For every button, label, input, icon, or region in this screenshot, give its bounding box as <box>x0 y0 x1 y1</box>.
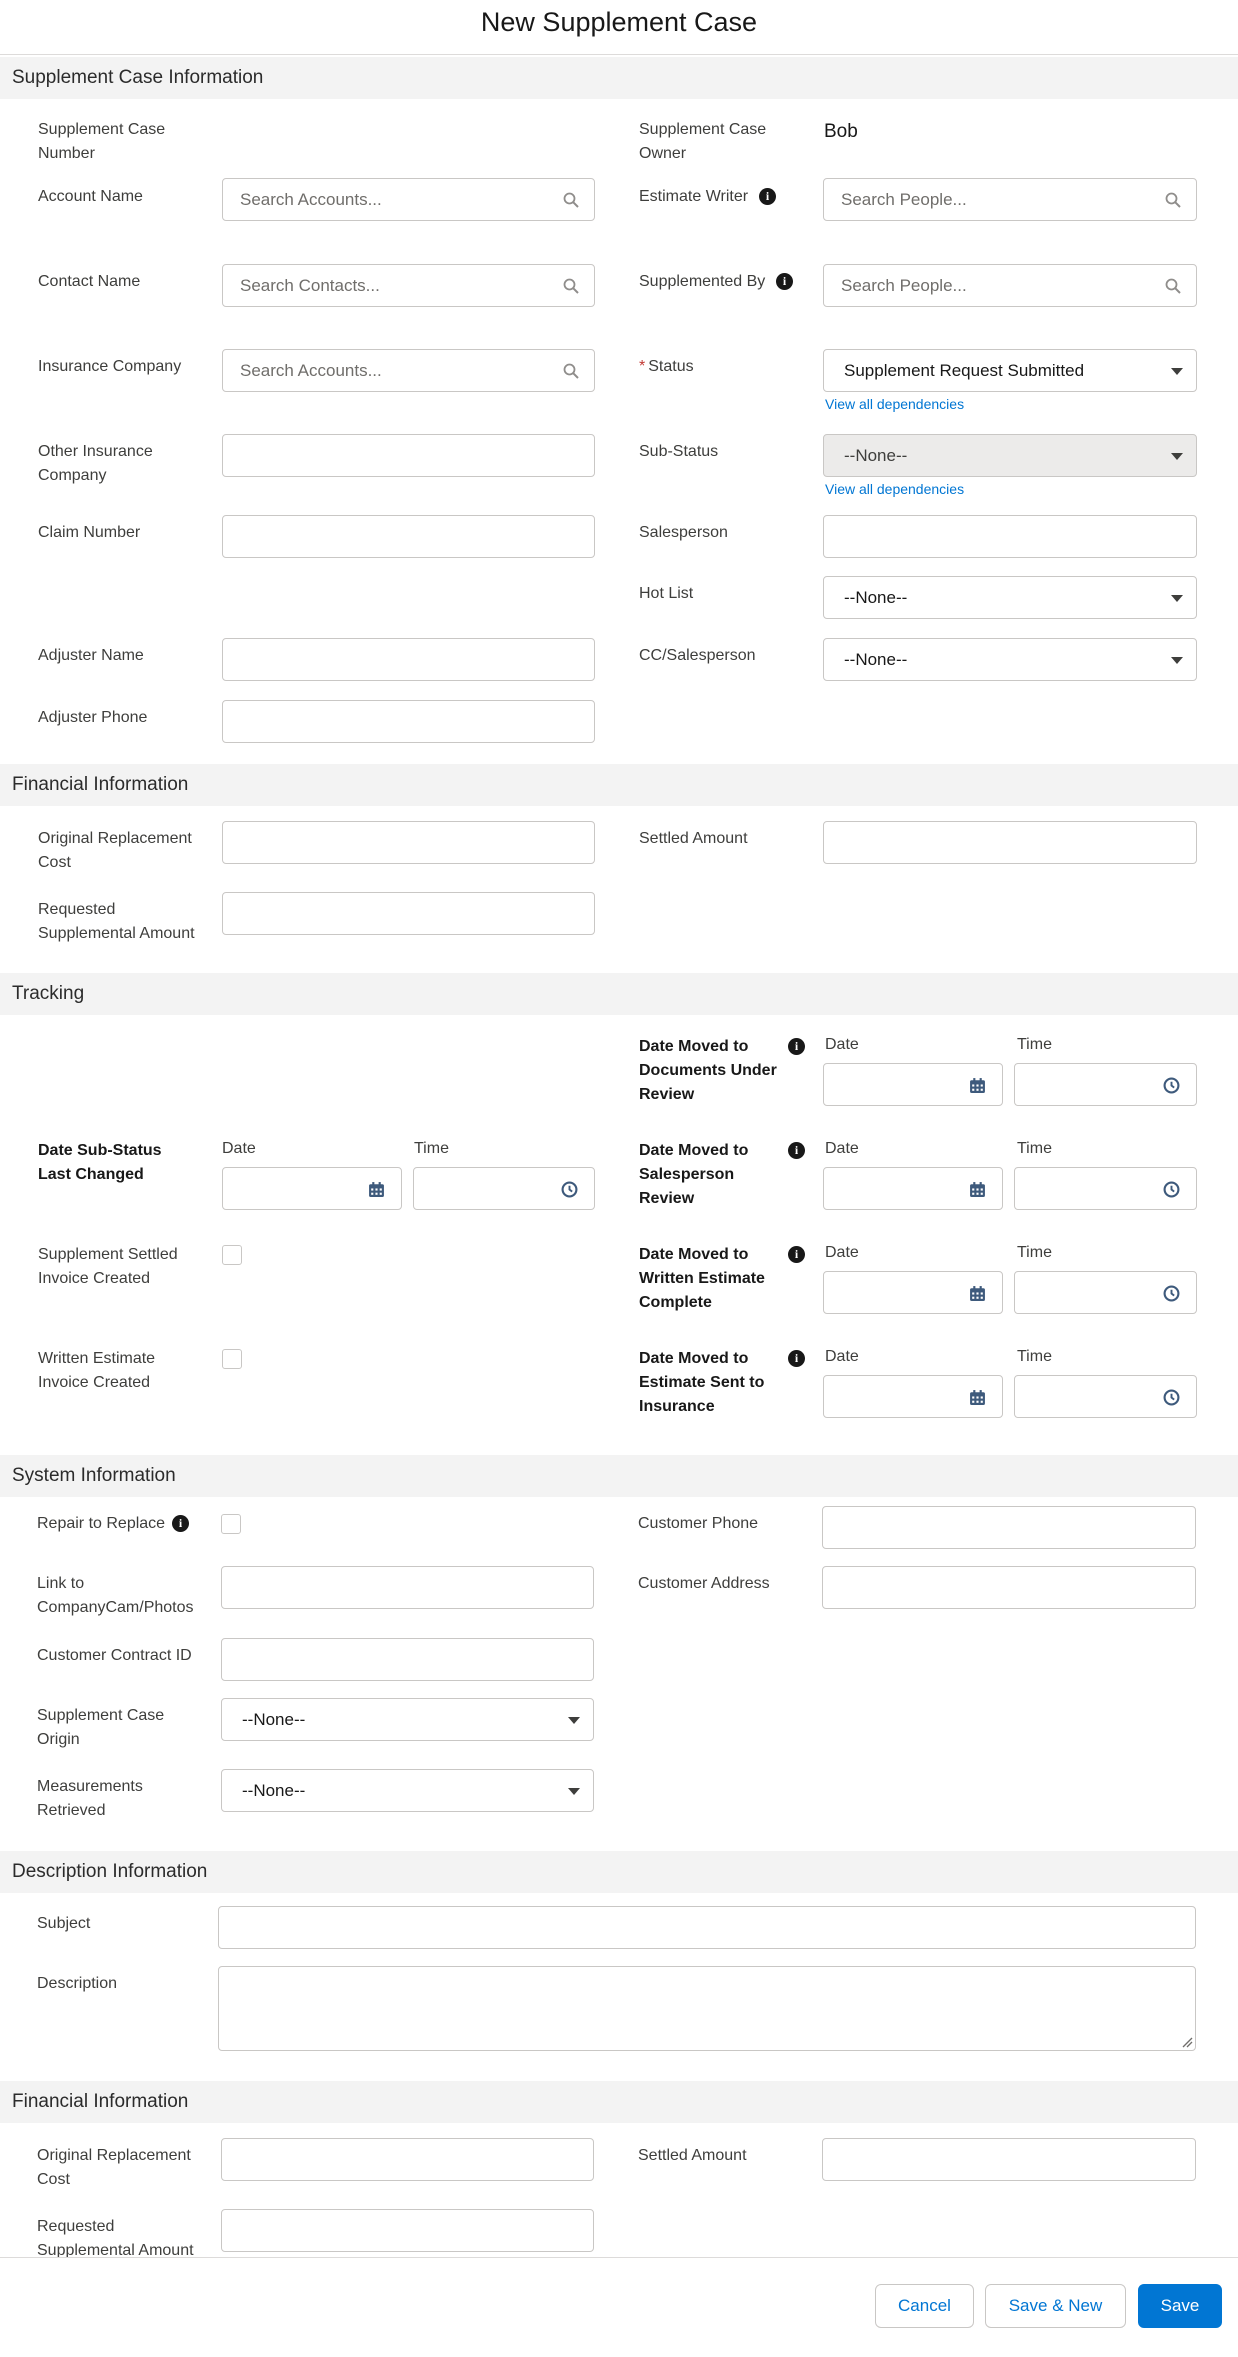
calendar-icon[interactable] <box>368 1181 385 1198</box>
info-icon[interactable]: i <box>759 188 776 205</box>
date-sublabel: Date <box>825 1036 859 1053</box>
date-moved-salesperson-review-label: Date Moved to Salesperson Review <box>639 1142 749 1207</box>
search-icon <box>563 192 579 208</box>
supplemented-by-label: Supplemented By <box>639 273 766 290</box>
other-insurance-input[interactable] <box>222 434 595 477</box>
original-replacement-cost-input[interactable] <box>222 821 595 864</box>
customer-address-label: Customer Address <box>638 1575 770 1592</box>
estimate-writer-label: Estimate Writer <box>639 188 749 205</box>
hot-list-label: Hot List <box>639 585 694 602</box>
docs-review-date-input[interactable] <box>823 1063 1003 1106</box>
description-label: Description <box>37 1975 118 1992</box>
search-icon <box>563 278 579 294</box>
sub-status-changed-date-input[interactable] <box>222 1167 402 1210</box>
info-icon[interactable]: i <box>788 1246 805 1263</box>
header-divider <box>0 54 1238 55</box>
claim-number-input[interactable] <box>222 515 595 558</box>
supplement-case-origin-label: Supplement Case Origin <box>37 1707 165 1748</box>
sub-status-changed-time-input[interactable] <box>413 1167 595 1210</box>
save-button[interactable]: Save <box>1138 2284 1222 2328</box>
subject-label: Subject <box>37 1915 91 1932</box>
search-icon <box>1165 278 1181 294</box>
chevron-down-icon <box>568 1717 580 1724</box>
time-sublabel: Time <box>1017 1140 1052 1157</box>
settled-amount-label: Settled Amount <box>639 830 748 847</box>
cc-salesperson-label: CC/Salesperson <box>639 647 756 664</box>
section-header-financial[interactable]: Financial Information <box>0 764 1238 806</box>
case-number-label: Supplement Case Number <box>38 121 166 162</box>
customer-contract-id-label: Customer Contract ID <box>37 1647 192 1664</box>
original-replacement-cost-label: Original Replacement Cost <box>38 830 192 871</box>
cc-salesperson-select[interactable]: --None-- <box>823 638 1197 681</box>
contact-name-label: Contact Name <box>38 273 141 290</box>
contact-name-input[interactable]: Search Contacts... <box>222 264 595 307</box>
account-name-input[interactable]: Search Accounts... <box>222 178 595 221</box>
salesperson-label: Salesperson <box>639 524 728 541</box>
chevron-down-icon <box>1171 368 1183 375</box>
status-select[interactable]: Supplement Request Submitted <box>823 349 1197 392</box>
account-name-label: Account Name <box>38 188 143 205</box>
supplement-case-origin-select[interactable]: --None-- <box>221 1698 594 1741</box>
calendar-icon[interactable] <box>969 1389 986 1406</box>
customer-phone-input[interactable] <box>822 1506 1196 1549</box>
view-dependencies-link[interactable]: View all dependencies <box>825 396 965 412</box>
time-sublabel: Time <box>1017 1244 1052 1261</box>
clock-icon[interactable] <box>1163 1285 1180 1302</box>
original-replacement-cost-label-2: Original Replacement Cost <box>37 2147 191 2188</box>
view-dependencies-link-2[interactable]: View all dependencies <box>825 481 965 497</box>
clock-icon[interactable] <box>561 1181 578 1198</box>
section-header-tracking[interactable]: Tracking <box>0 973 1238 1015</box>
settled-amount-input-2[interactable] <box>822 2138 1196 2181</box>
info-icon[interactable]: i <box>172 1515 189 1532</box>
case-owner-label: Supplement Case Owner <box>639 121 767 162</box>
settled-amount-label-2: Settled Amount <box>638 2147 747 2164</box>
insurance-company-label: Insurance Company <box>38 358 182 375</box>
date-sublabel: Date <box>825 1140 859 1157</box>
time-sublabel: Time <box>1017 1036 1052 1053</box>
estimate-sent-time-input[interactable] <box>1014 1375 1197 1418</box>
adjuster-name-label: Adjuster Name <box>38 647 144 664</box>
section-header-description[interactable]: Description Information <box>0 1851 1238 1893</box>
info-icon[interactable]: i <box>776 273 793 290</box>
salesperson-review-time-input[interactable] <box>1014 1167 1197 1210</box>
adjuster-phone-label: Adjuster Phone <box>38 709 148 726</box>
info-icon[interactable]: i <box>788 1142 805 1159</box>
info-icon[interactable]: i <box>788 1038 805 1055</box>
repair-to-replace-label: Repair to Replace <box>37 1515 166 1532</box>
time-sublabel: Time <box>1017 1348 1052 1365</box>
estimate-writer-input[interactable]: Search People... <box>823 178 1197 221</box>
calendar-icon[interactable] <box>969 1077 986 1094</box>
requested-supplemental-amount-input[interactable] <box>222 892 595 935</box>
salesperson-review-date-input[interactable] <box>823 1167 1003 1210</box>
companycam-link-input[interactable] <box>221 1566 594 1609</box>
clock-icon[interactable] <box>1163 1181 1180 1198</box>
date-sublabel: Date <box>825 1348 859 1365</box>
subject-input[interactable] <box>218 1906 1196 1949</box>
chevron-down-icon <box>1171 453 1183 460</box>
settled-amount-input[interactable] <box>823 821 1197 864</box>
original-replacement-cost-input-2[interactable] <box>221 2138 594 2181</box>
salesperson-input[interactable] <box>823 515 1197 558</box>
save-and-new-button[interactable]: Save & New <box>985 2284 1126 2328</box>
modal-title: New Supplement Case <box>480 7 758 37</box>
claim-number-label: Claim Number <box>38 524 141 541</box>
companycam-link-label: Link to CompanyCam/Photos <box>37 1575 194 1616</box>
cancel-button[interactable]: Cancel <box>875 2284 974 2328</box>
docs-review-time-input[interactable] <box>1014 1063 1197 1106</box>
time-sublabel: Time <box>414 1140 449 1157</box>
date-sublabel: Date <box>222 1140 256 1157</box>
estimate-sent-date-input[interactable] <box>823 1375 1003 1418</box>
written-complete-date-input[interactable] <box>823 1271 1003 1314</box>
section-header-system[interactable]: System Information <box>0 1455 1238 1497</box>
measurements-retrieved-label: Measurements Retrieved <box>37 1778 143 1819</box>
clock-icon[interactable] <box>1163 1389 1180 1406</box>
info-icon[interactable]: i <box>788 1350 805 1367</box>
resize-handle-icon[interactable] <box>1181 2036 1193 2048</box>
hot-list-select[interactable]: --None-- <box>823 576 1197 619</box>
chevron-down-icon <box>1171 657 1183 664</box>
chevron-down-icon <box>1171 595 1183 602</box>
other-insurance-label: Other Insurance Company <box>38 443 153 484</box>
search-icon <box>1165 192 1181 208</box>
written-complete-time-input[interactable] <box>1014 1271 1197 1314</box>
insurance-company-input[interactable]: Search Accounts... <box>222 349 595 392</box>
date-sublabel: Date <box>825 1244 859 1261</box>
requested-supplemental-amount-label: Requested Supplemental Amount <box>38 901 195 942</box>
written-invoice-created-label: Written Estimate Invoice Created <box>38 1350 156 1391</box>
search-icon <box>563 363 579 379</box>
chevron-down-icon <box>568 1788 580 1795</box>
settled-invoice-checkbox[interactable] <box>222 1245 242 1265</box>
adjuster-phone-input[interactable] <box>222 700 595 743</box>
required-indicator: * <box>639 358 646 375</box>
status-label: * Status <box>639 358 694 375</box>
supplemented-by-input[interactable]: Search People... <box>823 264 1197 307</box>
adjuster-name-input[interactable] <box>222 638 595 681</box>
sub-status-select: --None-- <box>823 434 1197 477</box>
calendar-icon[interactable] <box>969 1285 986 1302</box>
date-moved-estimate-sent-label: Date Moved to Estimate Sent to Insurance <box>639 1350 765 1415</box>
sub-status-label: Sub-Status <box>639 443 719 460</box>
repair-to-replace-checkbox[interactable] <box>221 1514 241 1534</box>
section-header-financial-2[interactable]: Financial Information <box>0 2081 1238 2123</box>
customer-contract-id-input[interactable] <box>221 1638 594 1681</box>
customer-address-input[interactable] <box>822 1566 1196 1609</box>
customer-phone-label: Customer Phone <box>638 1515 759 1532</box>
date-sub-status-changed-label: Date Sub-Status Last Changed <box>38 1142 162 1183</box>
calendar-icon[interactable] <box>969 1181 986 1198</box>
description-textarea[interactable] <box>218 1966 1196 2051</box>
requested-supplemental-amount-input-2[interactable] <box>221 2209 594 2252</box>
section-header-case-info[interactable]: Supplement Case Information <box>0 57 1238 99</box>
date-moved-docs-review-label: Date Moved to Documents Under Review <box>639 1038 777 1103</box>
clock-icon[interactable] <box>1163 1077 1180 1094</box>
settled-invoice-created-label: Supplement Settled Invoice Created <box>38 1246 178 1287</box>
written-invoice-checkbox[interactable] <box>222 1349 242 1369</box>
date-moved-written-complete-label: Date Moved to Written Estimate Complete <box>639 1246 765 1311</box>
measurements-retrieved-select[interactable]: --None-- <box>221 1769 594 1812</box>
requested-supplemental-amount-label-2: Requested Supplemental Amount <box>37 2218 194 2257</box>
case-owner-value[interactable]: Bob <box>824 121 858 142</box>
